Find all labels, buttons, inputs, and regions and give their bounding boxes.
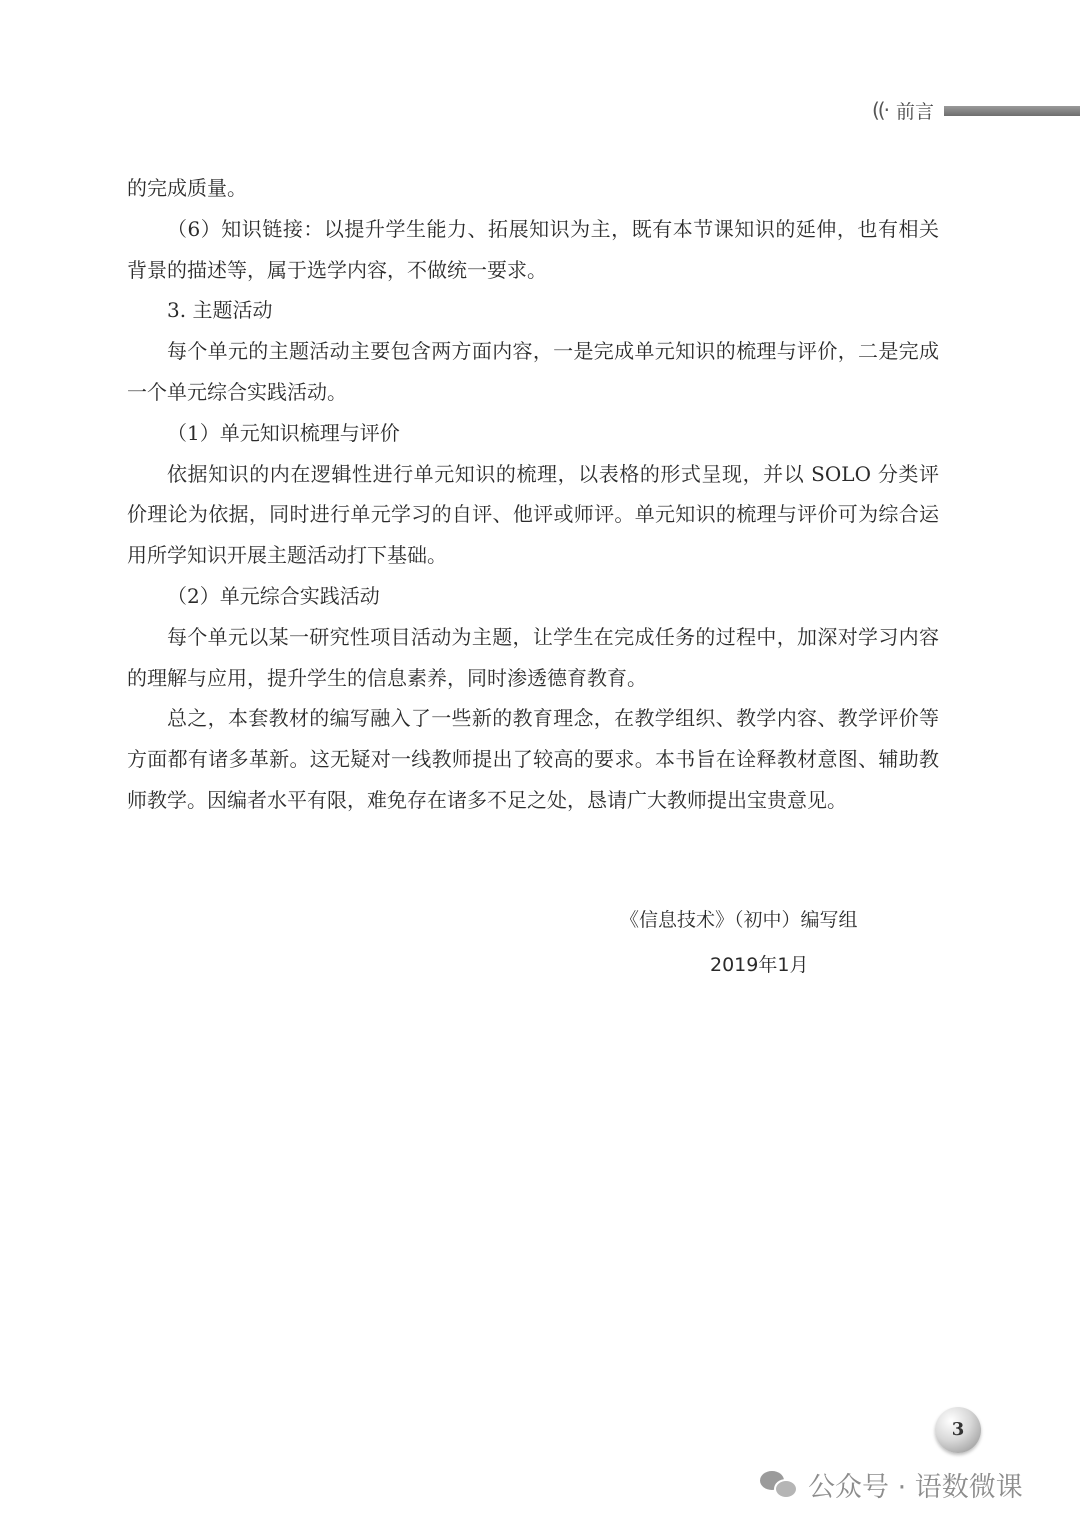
header-bar bbox=[944, 106, 1080, 116]
subheading: 3. 主题活动 bbox=[167, 298, 273, 323]
paragraph: 每个单元的主题活动主要包含两方面内容，一是完成单元知识的梳理与评价，二是完成一个单元综合实践活动。 bbox=[127, 339, 939, 404]
watermark bbox=[760, 1462, 1023, 1506]
paragraph: 依据知识的内在逻辑性进行单元知识的梳理，以表格的形式呈现，并以 SOLO 分类评价理论为依据，同时进行单元学习的自评、他评或师评。单元知识的梳理与评价可为综合运用所学知识开展主题活动打下基础。 bbox=[127, 461, 939, 568]
page-number: 3 bbox=[935, 1407, 981, 1453]
watermark-text: 公众号 · 语数微课 bbox=[808, 1471, 1023, 1503]
paragraph: 总之，本套教材的编写融入了一些新的教育理念，在教学组织、教学内容、教学评价等方面都有诸多革新。这无疑对一线教师提出了较高的要求。本书旨在诠释教材意图、辅助教师教学。因编者水平有限，难免存在诸多不足之处，恳请广大教师提出宝贵意见。 bbox=[127, 706, 939, 812]
signature-author: 《信息技术》（初中）编写组 bbox=[620, 909, 858, 931]
broadcast-wave-icon: ((· bbox=[872, 98, 888, 122]
paragraph: （6）知识链接：以提升学生能力、拓展知识为主，既有本节课知识的延伸，也有相关背景的描述等，属于选学内容，不做统一要求。 bbox=[127, 216, 939, 282]
wechat-icon bbox=[760, 1469, 796, 1499]
subheading: （1）单元知识梳理与评价 bbox=[167, 420, 400, 445]
body-text bbox=[127, 168, 939, 821]
section-title: 前言 bbox=[896, 101, 935, 123]
subheading: （2）单元综合实践活动 bbox=[167, 583, 380, 608]
paragraph: 的完成质量。 bbox=[127, 176, 247, 200]
signature-date: 2019年1月 bbox=[710, 954, 809, 976]
paragraph: 每个单元以某一研究性项目活动为主题，让学生在完成任务的过程中，加深对学习内容的理解与应用，提升学生的信息素养，同时渗透德育教育。 bbox=[127, 624, 939, 690]
page-header bbox=[870, 96, 1080, 128]
